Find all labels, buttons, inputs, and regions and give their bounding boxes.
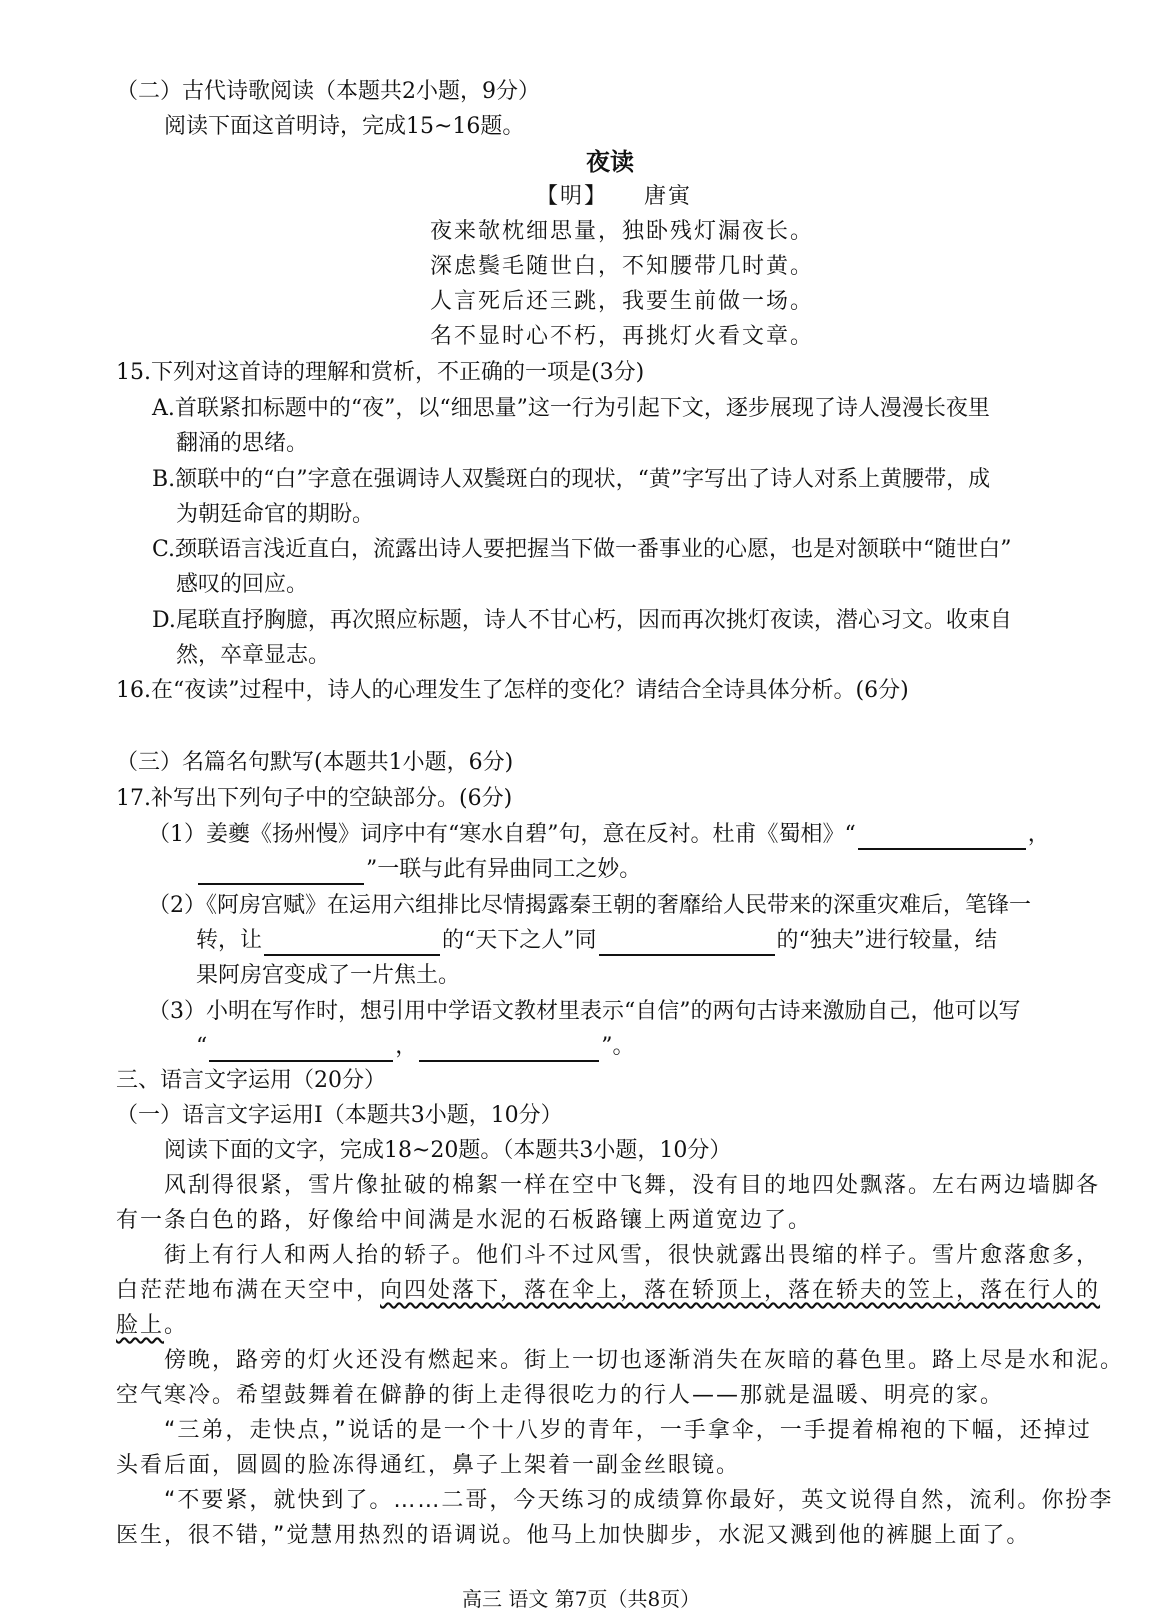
q17-item2-text: 的“独夫”进行较量，结: [776, 928, 998, 953]
option-b-line2: 为朝廷命官的期盼。: [176, 502, 375, 527]
poetry-instruction: 阅读下面这首明诗，完成15~16题。: [164, 114, 525, 139]
q17-item2-text: 的“天下之人”同: [442, 928, 597, 953]
question-16: 16.在“夜读”过程中，诗人的心理发生了怎样的变化？请结合全诗具体分析。(6分): [116, 678, 909, 703]
poem-line: 夜来欹枕细思量，独卧残灯漏夜长。: [430, 219, 815, 244]
answer-blank[interactable]: [198, 861, 364, 885]
answer-blank[interactable]: [264, 932, 440, 956]
passage-p2-line2: [116, 1276, 1100, 1306]
punctuation: ”。: [601, 1034, 635, 1059]
passage-p3-line1: 傍晚，路旁的灯火还没有燃起来。街上一切也逐渐消失在灰暗的暮色里。路上尽是水和泥。: [164, 1348, 1125, 1373]
passage-p2-line1: 街上有行人和两人抬的轿子。他们斗不过风雪，很快就露出畏缩的样子。雪片愈落愈多，: [164, 1243, 1101, 1268]
option-b-line1: B.颔联中的“白”字意在强调诗人双鬓斑白的现状，“黄”字写出了诗人对系上黄腰带，成: [152, 467, 991, 492]
section-heading-poetry: （二）古代诗歌阅读（本题共2小题，9分）: [116, 79, 540, 104]
q17-item1-line1: [148, 820, 1050, 850]
passage-p4-line1: “三弟，走快点，”说话的是一个十八岁的青年，一手拿伞，一手提着棉袍的下幅，还掉过: [164, 1418, 1092, 1443]
passage-p1-line1: 风刮得很紧，雪片像扯破的棉絮一样在空中飞舞，没有目的地四处飘落。左右两边墙脚各: [164, 1173, 1101, 1198]
q17-item2-line2: [196, 926, 997, 956]
q17-item1-line2: [196, 855, 641, 885]
answer-blank[interactable]: [209, 1038, 393, 1062]
q17-item2-line3: 果阿房宫变成了一片焦土。: [196, 963, 461, 988]
question-17: 17.补写出下列句子中的空缺部分。(6分): [116, 786, 513, 811]
answer-blank[interactable]: [858, 826, 1026, 850]
passage-p5-line2: 医生，很不错，”觉慧用热烈的语调说。他马上加快脚步，水泥又溅到他的裤腿上面了。: [116, 1523, 1031, 1548]
punctuation: “: [196, 1034, 208, 1059]
poem-line: 深虑鬓毛随世白，不知腰带几时黄。: [430, 254, 815, 279]
underlined-passage-text: 向四处落下，落在伞上，落在轿顶上，落在轿夫的笠上，落在行人的: [380, 1278, 1101, 1303]
passage-p5-line1: “不要紧，就快到了。……二哥，今天练习的成绩算你最好，英文说得自然，流利。你扮李: [164, 1488, 1114, 1513]
option-d-line2: 然，卒章显志。: [176, 643, 331, 668]
option-d-line1: D.尾联直抒胸臆，再次照应标题，诗人不甘心朽，因而再次挑灯夜读，潜心习文。收束自: [152, 608, 1012, 633]
q17-item1-end: ”一联与此有异曲同工之妙。: [366, 857, 642, 882]
poem-line: 人言死后还三跳，我要生前做一场。: [430, 289, 815, 314]
answer-blank[interactable]: [599, 932, 775, 956]
q17-item3-line2: [196, 1032, 635, 1062]
option-a-line1: A.首联紧扣标题中的“夜”，以“细思量”这一行为引起下文，逐步展现了诗人漫漫长夜里: [152, 396, 990, 421]
option-c-line1: C.颈联语言浅近直白，流露出诗人要把握当下做一番事业的心愿，也是对颔联中“随世白”: [152, 537, 1012, 562]
passage-text: 白茫茫地布满在天空中，: [116, 1278, 381, 1303]
passage-p4-line2: 头看后面，圆圆的脸冻得通红，鼻子上架着一副金丝眼镜。: [116, 1453, 741, 1478]
underlined-passage-text: 脸上: [116, 1313, 165, 1338]
passage-p3-line2: 空气寒冷。希望鼓舞着在僻静的街上走得很吃力的行人——那就是温暖、明亮的家。: [116, 1383, 1005, 1408]
question-15-stem: 15.下列对这首诗的理解和赏析，不正确的一项是(3分): [116, 360, 645, 385]
punctuation: 。: [164, 1313, 189, 1338]
part-heading-language: 三、语言文字运用（20分）: [116, 1068, 386, 1093]
poem-dynasty: 【明】: [536, 184, 609, 209]
subsection-heading: （一）语言文字运用Ⅰ（本题共3小题，10分）: [116, 1103, 563, 1128]
answer-blank[interactable]: [419, 1038, 599, 1062]
section-heading-dictation: （三）名篇名句默写(本题共1小题，6分): [116, 750, 514, 775]
option-a-line2: 翻涌的思绪。: [176, 431, 309, 456]
poem-line: 名不显时心不朽，再挑灯火看文章。: [430, 324, 815, 349]
punctuation: ，: [1027, 822, 1050, 847]
poem-byline: [536, 182, 692, 212]
poem-title: 夜读: [586, 147, 634, 176]
q17-item2-text: 转，让: [196, 928, 263, 953]
q17-item2-line1: （2）《阿房宫赋》在运用六组排比尽情揭露秦王朝的奢靡给人民带来的深重灾难后，笔锋一: [148, 893, 1032, 918]
poem-author: 唐寅: [644, 184, 693, 209]
q17-item1-text: （1）姜夔《扬州慢》词序中有“寒水自碧”句，意在反衬。杜甫《蜀相》“: [148, 822, 856, 847]
q17-item3-line1: （3）小明在写作时，想引用中学语文教材里表示“自信”的两句古诗来激励自己，他可以写: [148, 999, 1021, 1024]
reading-instruction: 阅读下面的文字，完成18~20题。（本题共3小题，10分）: [164, 1138, 732, 1163]
passage-p2-line3: [116, 1311, 188, 1341]
page-footer: 高三 语文 第7页（共8页）: [462, 1587, 701, 1611]
passage-p1-line2: 有一条白色的路，好像给中间满是水泥的石板路镶上两道宽边了。: [116, 1208, 813, 1233]
option-c-line2: 感叹的回应。: [176, 572, 309, 597]
punctuation: ，: [395, 1034, 418, 1059]
